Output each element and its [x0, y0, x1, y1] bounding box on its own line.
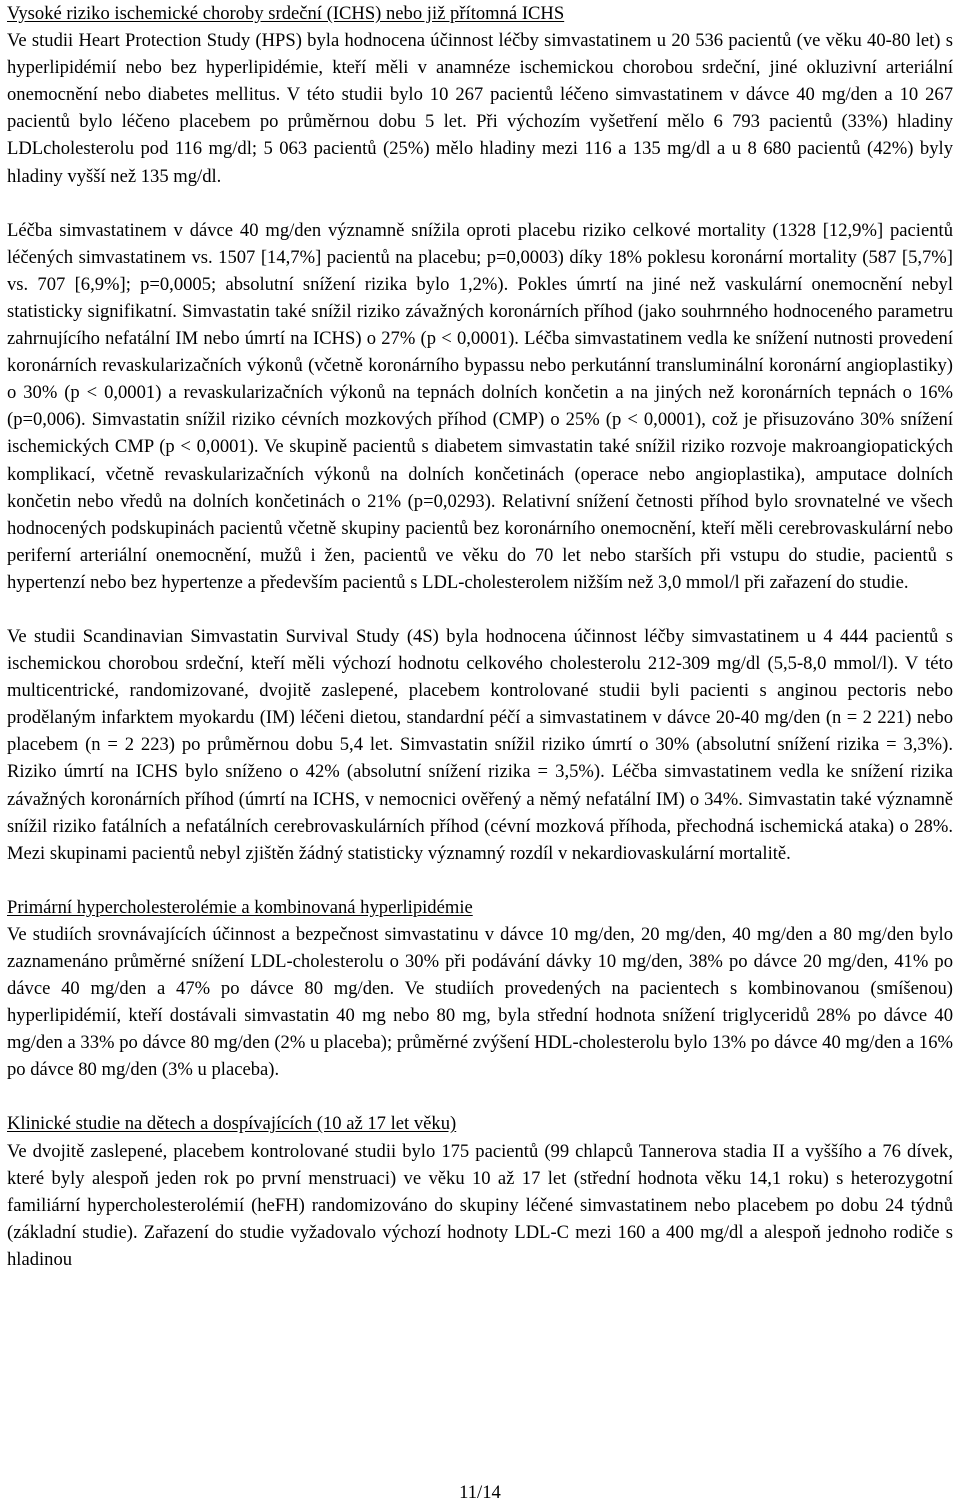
paragraph: Ve studii Scandinavian Simvastatin Survival Study (4S) byla hodnocena účinnost léčby simvastatinem u 4 444 pacientů s ischemickou chorobou srdeční, kteří měli výchozí hodnotu celkového cholesterolu 212-309 mg/dl (5,5-8,0 mmol/l). V této multicentrické, randomizované, dvojitě zaslepené, placebem kontrolované studii byli pacienti s anginou pectoris nebo prodělaným infarktem myokardu (IM) léčeni dietou, standardní péčí a simvastatinem v dávce 20-40 mg/den (n = 2 221) nebo placebem (n = 2 223) po průměrnou dobu 5,4 let. Simvastatin snížil riziko úmrtí o 30% (absolutní snížení rizika = 3,3%). Riziko úmrtí na ICHS bylo sníženo o 42% (absolutní snížení rizika = 3,5%). Léčba simvastatinem vedla ke snížení rizika závažných koronárních příhod (úmrtí na ICHS, v nemocnici ověřený a němý nefatální IM) o 34%. Simvastatin také významně snížil riziko fatálních a nefatálních cerebrovaskulárních příhod (cévní mozková příhoda, přechodná ischemická ataka) o 28%. Mezi skupinami pacientů nebyl zjištěn žádný statisticky významný rozdíl v nekardiovaskulární mortalitě. [7, 625, 953, 864]
section-heading: Vysoké riziko ischemické choroby srdeční (ICHS) nebo již přítomná ICHS [7, 3, 565, 24]
paragraph: Ve studiích srovnávajících účinnost a bezpečnost simvastatinu v dávce 10 mg/den, 20 mg/den, 40 mg/den a 80 mg/den bylo zaznamenáno průměrné snížení LDL-cholesterolu o 30% při podávání dávky 10 mg/den, 38% po dávce 20 mg/den, 41% po dávce 40 mg/den a 47% po dávce 80 mg/den. Ve studiích provedených na pacientech s kombinovanou (smíšenou) hyperlipidémií, kteří dostávali simvastatin 40 mg nebo 80 mg, byla střední hodnota snížení triglyceridů 28% po dávce 40 mg/den a 33% po dávce 80 mg/den (2% u placeba); průměrné zvýšení HDL-cholesterolu bylo 13% po dávce 40 mg/den a 16% po dávce 80 mg/den (3% u placeba). [7, 923, 953, 1081]
section-heading: Primární hypercholesterolémie a kombinovaná hyperlipidémie [7, 896, 473, 918]
paragraph: Ve dvojitě zaslepené, placebem kontrolované studii bylo 175 pacientů (99 chlapců Tannerova stadia II a vyššího a 76 dívek, které byly alespoň jeden rok po první menstruaci) ve věku 10 až 17 let (střední hodnota věku 14,1 roku) s heterozygotní familiární hypercholesterolémií (heFH) randomizováno do skupiny léčené simvastatinem nebo placebem po dobu 24 týdnů (základní studie). Zařazení do studie vyžadovalo výchozí hodnoty LDL-C mezi 160 a 400 mg/dl a alespoň jednoho rodiče s hladinou [7, 1140, 953, 1270]
section-primary-hypercholesterolemia [7, 894, 953, 1084]
section-heading: Klinické studie na dětech a dospívajících (10 až 17 let věku) [7, 1113, 457, 1135]
paragraph: Léčba simvastatinem v dávce 40 mg/den významně snížila oproti placebu riziko celkové mortality (1328 [12,9%] pacientů léčených simvastatinem vs. 1507 [14,7%] pacientů na placebu; p=0,0003) díky 18% poklesu koronární mortality (587 [5,7%] vs. 707 [6,9%]; p=0,0005; absolutní snížení rizika bylo 1,2%). Pokles úmrtí na jiné než vaskulární onemocnění nebyl statisticky signifikatní. Simvastatin také snížil riziko závažných koronárních příhod (jako souhrnného hodnoceného parametru zahrnujícího nefatální IM nebo úmrtí na ICHS) o 27% (p < 0,0001). Léčba simvastatinem vedla ke snížení nutnosti provedení koronárních revaskularizačních výkonů (včetně koronárního bypassu nebo perkutánní transluminální koronární angioplastiky) o 30% (p < 0,0001) a revaskularizačních výkonů na tepnách dolních končetin a na jiných než koronárních tepnách o 16% (p=0,006). Simvastatin snížil riziko cévních mozkových příhod (CMP) o 25% (p < 0,0001), což je přisuzováno 30% snížení ischemických CMP (p < 0,0001). Ve skupině pacientů s diabetem simvastatin také snížil riziko rozvoje makroangiopatických komplikací, včetně revaskularizačních výkonů na dolních končetinách (operace nebo angioplastika), amputace dolních končetin nebo vředů na dolních končetinách o 21% (p=0,0293). Relativní snížení četnosti příhod bylo srovnatelné ve všech hodnocených podskupinách pacientů včetně skupiny pacientů bez koronárního onemocnění, kteří měli cerebrovaskulární nebo periferní arteriální onemocnění, mužů i žen, pacientů ve věku do 70 let nebo starších při vstupu do studie, pacientů s hypertenzí nebo bez hypertenze a především pacientů s LDL-cholesterolem nižším než 3,0 mmol/l při zařazení do studie. [7, 219, 953, 593]
paragraph: Ve studii Heart Protection Study (HPS) byla hodnocena účinnost léčby simvastatinem u 20 536 pacientů (ve věku 40-80 let) s hyperlipidémií nebo bez hyperlipidémie, kteří měli v anamnéze ischemickou chorobou srdeční, jiné okluzivní arteriální onemocnění nebo diabetes mellitus. V této studii bylo 10 267 pacientů léčeno simvastatinem v dávce 40 mg/den a 10 267 pacientů bylo léčeno placebem po průměrnou dobu 5 let. Při výchozím vyšetření mělo 6 793 pacientů (33%) hladiny LDLcholesterolu pod 116 mg/dl; 5 063 pacientů (25%) mělo hladiny mezi 116 a 135 mg/dl a u 8 680 pacientů (42%) byly hladiny vyšší než 135 mg/dl. [7, 30, 953, 187]
section-high-risk-chd [7, 0, 953, 867]
page-number: 11/14 [459, 1482, 501, 1503]
section-pediatric-studies [7, 1110, 953, 1273]
